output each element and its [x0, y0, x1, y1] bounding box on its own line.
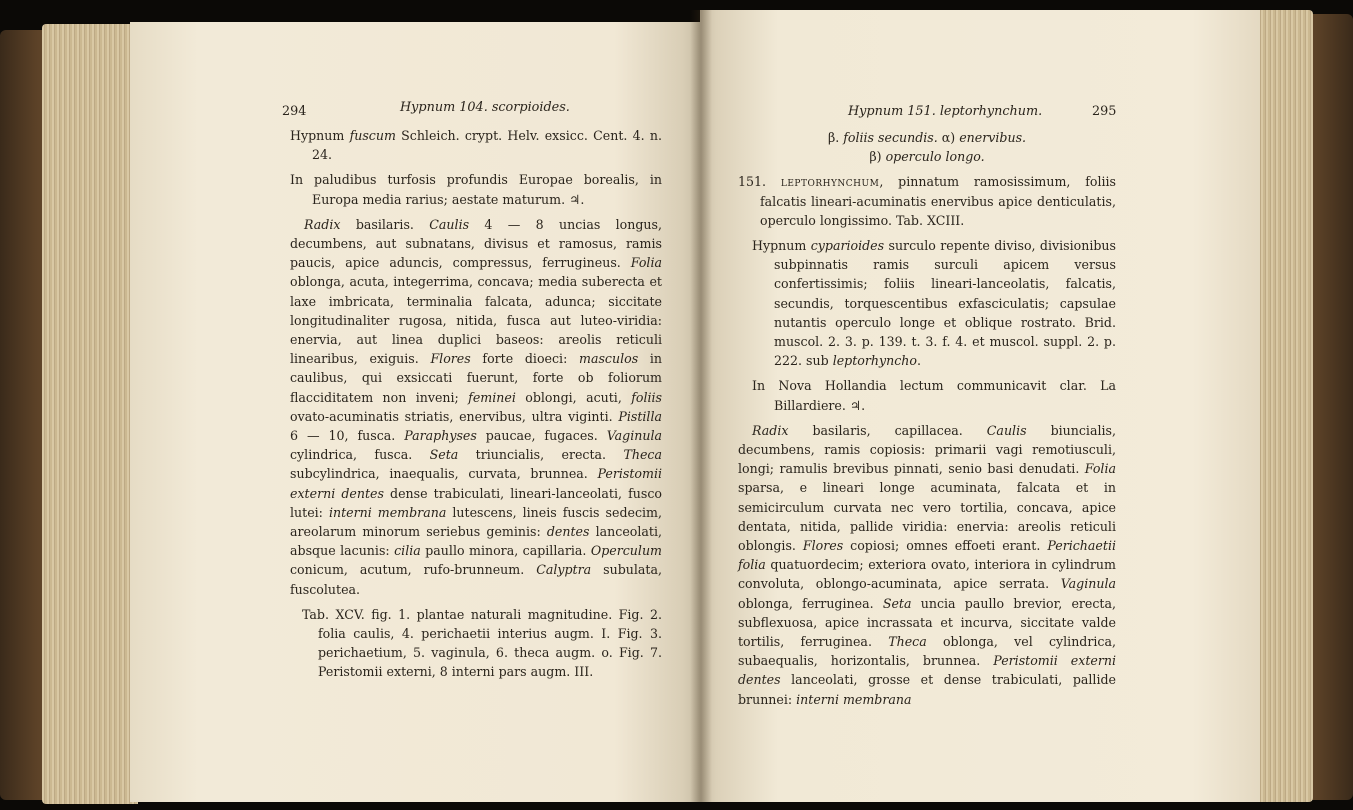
italic-term: Operculum: [590, 543, 662, 559]
italic-term: fuscum: [349, 128, 396, 143]
italic-term: Vaginula: [1060, 576, 1116, 592]
italic-term: Vaginula: [606, 428, 662, 444]
plate-explanation: Tab. XCV. fig. 1. plantae naturali magnitudine. Fig. 2. folia caulis, 4. perichaetii interius augm. I. Fig. 3. perichaetium, 5. vaginula, 6. theca augm. o. Fig. 7. Peristomii externi, 8 interni pars augm. III.: [302, 606, 662, 680]
description-paragraph: Radix basilaris. Caulis 4 — 8 uncias longus, decumbens, aut subnatans, divisus et ramosus, ramis paucis, apice aduncis, compressus, ferrugineus. Folia oblonga, acuta, integerrima, concava; media suberecta et laxe imbricata, terminalia falcata, adunca; siccitate longitudinaliter rugosa, nitida, fusca aut luteo-viridia: enervia, aut linea duplici baseos: areolis reticuli linearibus, exiguis. Flores forte dioeci: masculos in caulibus, qui exsiccati fuerunt, forte ob foliorum flacciditatem non inveni; feminei oblongi, acuti, foliis ovato-acuminatis striatis, enervibus, ultra viginti. Pistilla 6 — 10, fusca. Paraphyses paucae, fugaces. Vaginula cylindrica, fusca. Seta triuncialis, erecta. Theca subcylindrica, inaequalis, curvata, brunnea. Peristomii externi dentes dense trabiculati, lineari-lanceolati, fusco lutei: interni membrana lutescens, lineis fuscis sedecim, areolarum minorum seriebus geminis: dentes lanceolati, absque lacunis: cilia paullo minora, capillaria. Operculum conicum, acutum, rufo-brunneum. Calyptra subulata, fuscolutea.: [290, 216, 662, 597]
italic-term: foliis secundis.: [843, 130, 938, 145]
species-entry: [738, 172, 1116, 230]
right-page-number: 295: [1092, 104, 1117, 119]
italic-term: Flores: [802, 538, 844, 554]
italic-term: interni membrana: [328, 504, 447, 520]
italic-term: foliis: [631, 389, 662, 405]
italic-term: Folia: [1084, 461, 1116, 477]
italic-term: Caulis: [986, 422, 1027, 438]
left-page-number: 294: [282, 104, 307, 119]
italic-term: Paraphyses: [404, 428, 477, 444]
species-diagnosis: , pinnatum ramosissimum, foliis falcatis lineari-acuminatis enervibus apice denticulatis, operculo longissimo. Tab. XCIII.: [760, 174, 1116, 228]
variety-line-b: β) operculo longo.: [869, 149, 985, 165]
book-gutter: [690, 10, 712, 802]
italic-term: Seta: [429, 447, 459, 463]
locality-paragraph: In Nova Hollandia lectum communicavit clar. La Billardiere. ♃.: [752, 378, 1116, 413]
italic-term: Folia: [630, 255, 662, 271]
italic-term: feminei: [468, 389, 516, 405]
habitat-paragraph: In paludibus turfosis profundis Europae borealis, in Europa media rarius; aestate maturum. ♃.: [290, 172, 662, 207]
right-running-head: Hypnum 151. leptorhynchum.: [848, 104, 1043, 119]
italic-term: enervibus.: [959, 130, 1027, 145]
italic-term: Seta: [882, 595, 912, 611]
italic-term: Theca: [623, 447, 662, 463]
species-name: leptorhynchum: [780, 174, 880, 190]
italic-term: cyparioides: [810, 238, 885, 254]
italic-term: interni membrana: [796, 691, 912, 707]
left-running-head: Hypnum 104. scorpioides.: [400, 100, 570, 115]
italic-term: Pistilla: [618, 408, 662, 424]
synonym-paragraph-right: Hypnum cyparioides surculo repente diviso, divisionibus subpinnatis ramis surculi apicem versus confertissimis; foliis lineari-lanceolatis, falcatis, secundis, torquescentibus exfasciculatis; capsulae nutantis operculo longe et oblique rostrato. Brid. muscol. 2. 3. p. 139. t. 3. f. 4. et muscol. suppl. 2. p. 222. sub leptorhyncho.: [752, 238, 1116, 369]
italic-term: Perichaetii folia: [738, 538, 1116, 573]
italic-term: leptorhyncho: [832, 353, 917, 369]
italic-term: Radix: [304, 216, 341, 232]
page-edges-left: [42, 24, 138, 804]
description-paragraph-right: Radix basilaris, capillacea. Caulis biuncialis, decumbens, ramis copiosis: primarii vagi remotiusculi, longi; ramulis brevibus pinnati, senio basi denudati. Folia sparsa, e lineari longe acuminata, falcata et in semicirculum curvata nec vero tortilia, concava, apice dentata, nitida, pallide viridia: enervia: areolis reticuli oblongis. Flores copiosi; omnes effoeti erant. Perichaetii folia quatuordecim; exteriora ovato, interiora in cylindrum convoluta, oblongo-acuminata, apice serrata. Vaginula oblonga, ferruginea. Seta uncia paullo brevior, erecta, subflexuosa, apice incrassata et incurva, siccitate valde tortilis, ferruginea. Theca oblonga, vel cylindrica, subaequalis, horizontalis, brunnea. Peristomii externi dentes lanceolati, grosse et dense trabiculati, pallide brunnei: interni membrana: [738, 422, 1117, 707]
species-number: 151.: [738, 174, 767, 190]
variety-line-a: β. foliis secundis. α) enervibus.: [827, 130, 1027, 145]
italic-term: Caulis: [429, 216, 470, 232]
italic-term: Peristomii externi dentes: [290, 466, 662, 501]
left-page-body: [290, 126, 662, 682]
synonym-paragraph: Hypnum fuscum Schleich. crypt. Helv. exsicc. Cent. 4. n. 24.: [290, 128, 662, 163]
italic-term: cilia: [394, 543, 421, 559]
italic-term: Radix: [752, 422, 789, 438]
italic-term: Peristomii externi dentes: [738, 653, 1116, 688]
right-page-body: [738, 128, 1116, 709]
italic-term: masculos: [579, 351, 639, 367]
italic-term: Calyptra: [536, 562, 592, 578]
italic-term: operculo longo.: [885, 149, 985, 165]
italic-term: dentes: [546, 524, 590, 540]
italic-term: Theca: [888, 634, 927, 650]
italic-term: Flores: [430, 351, 471, 367]
